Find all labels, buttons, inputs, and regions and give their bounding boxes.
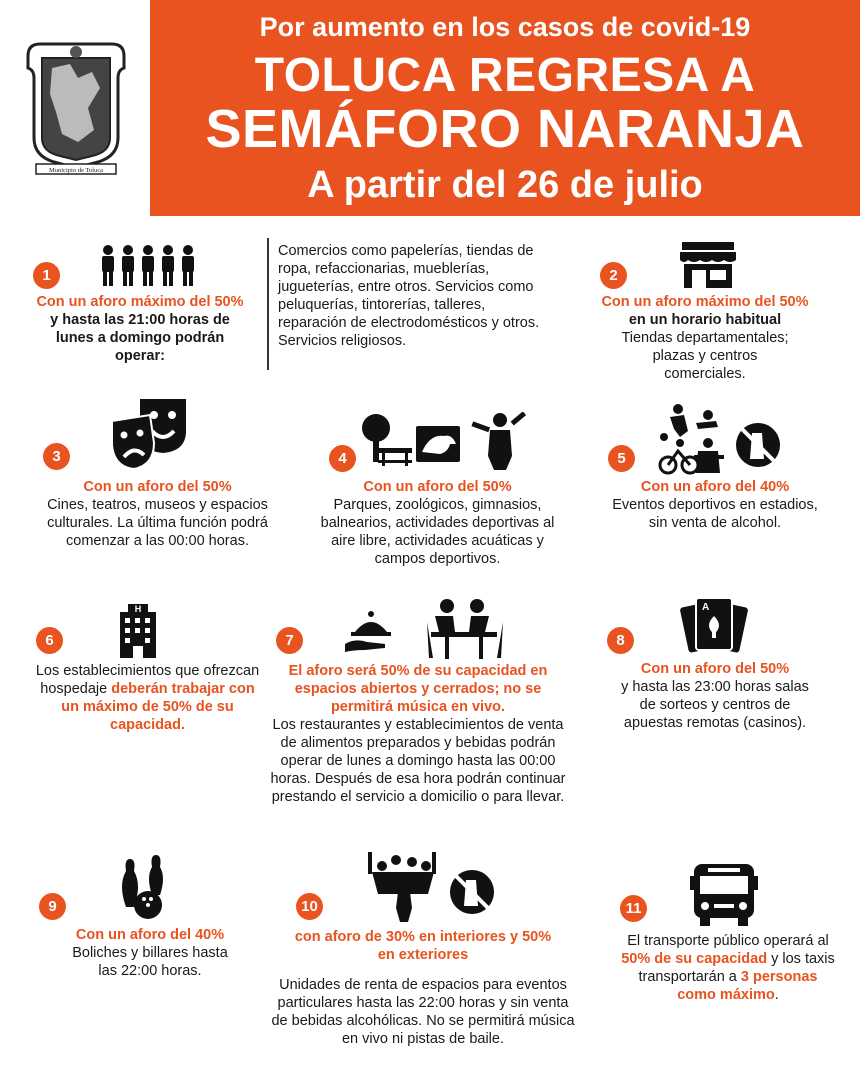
item11-text-a: El transporte público operará al: [627, 933, 829, 949]
item11-or-a: 50% de su capacidad: [621, 951, 768, 967]
bowling-icon: [120, 855, 172, 921]
item8-highlight: Con un aforo del 50%: [640, 661, 790, 677]
item4-text: Parques, zoológicos, gimnasios, balnearios, actividades deportivas al aire libre, actividades acuáticas y campos deportivos.: [320, 497, 555, 567]
header-date: A partir del 26 de julio: [307, 164, 703, 206]
logo-text: Municipio de Toluca: [49, 167, 103, 174]
item2-text: Tiendas departamentales; plazas y centros comerciales.: [621, 330, 789, 382]
park-zoo-gym-icon: [360, 412, 528, 470]
item9-text: Boliches y billares hasta las 22:00 horas.: [72, 945, 228, 979]
hotel-icon: [118, 604, 158, 658]
party-no-alcohol-icon: [368, 852, 496, 924]
item-number-9: 9: [39, 893, 66, 920]
sports-no-alcohol-icon: [656, 403, 782, 475]
divider-line: [267, 238, 269, 370]
item5-text: Eventos deportivos en estadios, sin venta de alcohol.: [612, 497, 818, 531]
header-subtitle: Por aumento en los casos de covid-19: [259, 12, 751, 42]
item1-highlight: Con un aforo máximo del 50%: [36, 294, 244, 310]
item1-detail: Comercios como papelerías, tiendas de ropa, refaccionarias, mueblerías, jugueterías, entre otros. Servicios como peluquerías, tintorerías, talleres, reparación de electrodomésticos y otros.: [278, 243, 540, 331]
cards-icon: [680, 596, 748, 656]
item11-text-c: .: [774, 987, 779, 1003]
header-title-line2: SEMÁFORO NARANJA: [205, 99, 805, 159]
item5-highlight: Con un aforo del 40%: [640, 479, 790, 495]
people-group-icon: [98, 244, 198, 288]
header-banner: [150, 0, 860, 216]
item7-highlight: El aforo será 50% de su capacidad en espacios abiertos y cerrados; no se permitirá música en vivo.: [288, 663, 548, 715]
item8-text: y hasta las 23:00 horas salas de sorteos y centros de apuestas remotas (casinos).: [621, 679, 809, 731]
item2-highlight: Con un aforo máximo del 50%: [601, 294, 809, 310]
item-number-10: 10: [296, 893, 323, 920]
restaurant-icon: [345, 598, 505, 660]
item-number-2: 2: [600, 262, 627, 289]
header-title-line1: TOLUCA REGRESA A: [254, 49, 756, 102]
store-icon: [680, 240, 736, 290]
item-number-4: 4: [329, 445, 356, 472]
item-number-6: 6: [36, 627, 63, 654]
item10-text: Unidades de renta de espacios para eventos particulares hasta las 22:00 horas y sin venta de bebidas alcohólicas. No se permitirá música en vivo ni pistas de baile.: [271, 977, 575, 1047]
item-number-1: 1: [33, 262, 60, 289]
bus-icon: [690, 862, 758, 926]
item9-highlight: Con un aforo del 40%: [75, 927, 225, 943]
item-number-5: 5: [608, 445, 635, 472]
item11-or-b: 3 personas como máximo: [677, 969, 818, 1003]
theater-masks-icon: [110, 395, 190, 471]
item7-text: Los restaurantes y establecimientos de venta de alimentos preparados y bebidas podrán operar de lunes a domingo hasta las 00:00 horas. Después de esa hora podrán continuar prestando el servicio a domicilio o para llevar.: [270, 717, 566, 805]
svg-text:A: A: [702, 602, 710, 613]
item-number-7: 7: [276, 627, 303, 654]
item1-detail2: Servicios religiosos.: [278, 333, 407, 349]
item6-text-a: Los establecimientos que ofrezcan hospedaje: [35, 663, 260, 697]
item-number-11: 11: [620, 895, 647, 922]
item-number-3: 3: [43, 443, 70, 470]
item2-bold: en un horario habitual: [628, 312, 782, 328]
item1-bold: y hasta las 21:00 horas de lunes a domingo podrán operar:: [50, 312, 230, 364]
item6-text-b: deberán trabajar con un máximo de 50% de su capacidad.: [61, 681, 255, 733]
item-number-8: 8: [607, 627, 634, 654]
svg-text:H: H: [134, 604, 142, 614]
item3-highlight: Con un aforo del 50%: [83, 479, 232, 495]
item4-highlight: Con un aforo del 50%: [363, 479, 512, 495]
item11-text-b: y los taxis transportarán a: [638, 951, 835, 985]
item10-highlight: con aforo de 30% en interiores y 50% en exteriores: [294, 929, 552, 963]
toluca-coat-of-arms-icon: [22, 38, 130, 178]
item3-text: Cines, teatros, museos y espacios culturales. La última función podrá comenzar a las 00:00 horas.: [47, 497, 268, 549]
